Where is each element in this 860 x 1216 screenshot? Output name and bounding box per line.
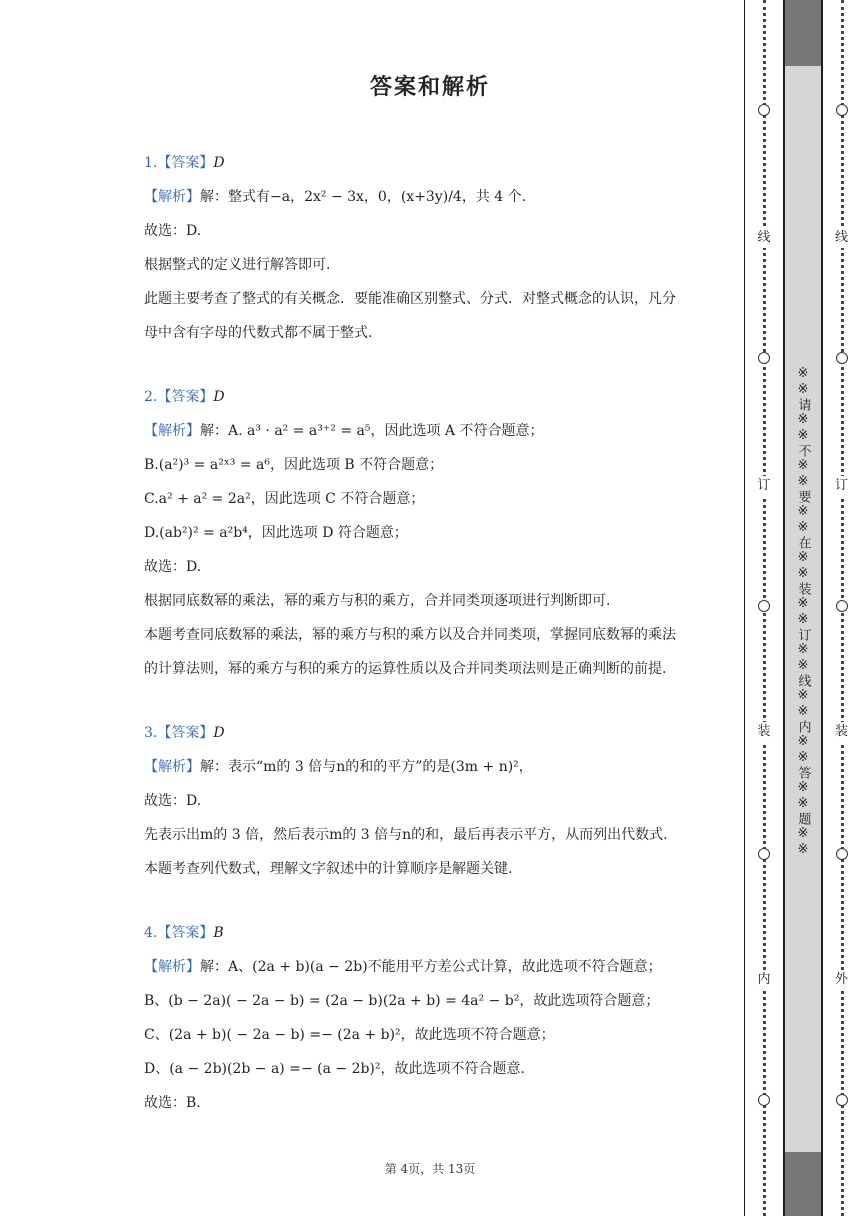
page-title: 答案和解析 [369, 75, 490, 100]
strip-cap-bottom [785, 1152, 821, 1216]
analysis-tag: 【解析】 [144, 759, 200, 775]
answer-tag: 【答案】 [157, 155, 214, 171]
question-2 [144, 380, 724, 686]
text-line: B.(a²)³ = a²ˣ³ = a⁶，因此选项 B 不符合题意； [144, 457, 444, 473]
hole-circle-icon [758, 1094, 770, 1106]
page-footer: 第 4页，共 13页 [384, 1162, 476, 1176]
text-line: D.(ab²)² = a²b⁴，因此选项 D 符合题意； [144, 525, 408, 541]
question-3 [144, 716, 724, 886]
hole-circle-icon [758, 848, 770, 860]
binding-mark-ding: 订 [835, 476, 848, 496]
question-number: 2. [144, 389, 158, 405]
binding-warning-strip [784, 0, 822, 1216]
text-line: 母中含有字母的代数式都不属于整式. [144, 325, 373, 341]
text-line: 本题考查同底数幂的乘法，幂的乘方与积的乘方以及合并同类项，掌握同底数幂的乘法 [144, 627, 676, 643]
hole-circle-icon [758, 600, 770, 612]
text-line: 本题考查列代数式，理解文字叙述中的计算顺序是解题关键. [144, 861, 513, 877]
answer-value: B [213, 925, 224, 941]
hole-circle-icon [758, 104, 770, 116]
answer-value: D [213, 389, 225, 405]
text-line: B、(b − 2a)( − 2a − b) = (2a − b)(2a + b) = 4a² − b²，故此选项符合题意； [144, 993, 660, 1009]
text-line: 根据整式的定义进行解答即可. [144, 257, 331, 273]
text-line: 的计算法则，幂的乘方与积的乘方的运算性质以及合并同类项法则是正确判断的前提. [144, 661, 667, 677]
question-number: 4. [144, 925, 158, 941]
binding-mark-zhuang: 装 [835, 722, 848, 742]
analysis-tag: 【解析】 [144, 189, 200, 205]
answer-line [144, 380, 724, 414]
hole-circle-icon [836, 848, 848, 860]
text-line: 故选：D. [144, 223, 202, 239]
analysis-line [144, 750, 724, 784]
analysis-text: 解：A、(2a + b)(a − 2b)不能用平方差公式计算，故此选项不符合题意； [200, 959, 662, 975]
analysis-tag: 【解析】 [144, 959, 200, 975]
answer-line [144, 716, 724, 750]
text-line: C.a² + a² = 2a²，因此选项 C 不符合题意； [144, 491, 425, 507]
strip-cap-top [785, 0, 821, 66]
text-line: 故选：B. [144, 1095, 201, 1111]
text-line: 故选：D. [144, 559, 202, 575]
binding-mark-xian: 线 [757, 228, 770, 248]
text-line: 此题主要考查了整式的有关概念．要能准确区别整式、分式．对整式概念的认识，凡分 [144, 291, 676, 307]
binding-line-outer [822, 0, 860, 1216]
hole-circle-icon [836, 104, 848, 116]
binding-warning-text: ※※请※※不※※要※※在※※装※※订※※线※※内※※答※※题※※ [795, 366, 811, 858]
question-number: 3. [144, 725, 158, 741]
answer-value: D [213, 725, 225, 741]
analysis-text: 解：A. a³ · a² = a³⁺² = a⁵，因此选项 A 不符合题意； [200, 423, 544, 439]
binding-mark-nei: 内 [757, 970, 770, 990]
question-number: 1. [144, 155, 158, 171]
hole-circle-icon [836, 352, 848, 364]
answer-line [144, 146, 724, 180]
answer-tag: 【答案】 [157, 389, 214, 405]
binding-mark-zhuang: 装 [757, 722, 770, 742]
analysis-text: 解：表示“m的 3 倍与n的和的平方”的是(3m + n)²， [200, 759, 533, 775]
analysis-line [144, 180, 724, 214]
hole-circle-icon [758, 352, 770, 364]
hole-circle-icon [836, 1094, 848, 1106]
binding-line-inner [744, 0, 784, 1216]
text-line: 根据同底数幂的乘法，幂的乘方与积的乘方，合并同类项逐项进行判断即可. [144, 593, 611, 609]
text-line: 故选：D. [144, 793, 202, 809]
answer-line [144, 916, 724, 950]
analysis-tag: 【解析】 [144, 423, 200, 439]
analysis-line [144, 950, 724, 984]
hole-circle-icon [836, 600, 848, 612]
question-1 [144, 146, 724, 350]
binding-mark-wai: 外 [835, 970, 848, 990]
answer-tag: 【答案】 [157, 925, 214, 941]
text-line: D、(a − 2b)(2b − a) =− (a − 2b)²，故此选项不符合题意. [144, 1061, 525, 1077]
binding-mark-ding: 订 [757, 476, 770, 496]
analysis-text: 解：整式有−a，2x² − 3x，0，(x+3y)/4，共 4 个. [200, 189, 527, 205]
answer-content [144, 146, 724, 1150]
text-line: C、(2a + b)( − 2a − b) =− (2a + b)²，故此选项不符合题意； [144, 1027, 555, 1043]
answer-tag: 【答案】 [157, 725, 214, 741]
answer-value: D [213, 155, 225, 171]
binding-mark-xian: 线 [835, 228, 848, 248]
text-line: 先表示出m的 3 倍，然后表示m的 3 倍与n的和，最后再表示平方，从而列出代数式. [144, 827, 668, 843]
analysis-line [144, 414, 724, 448]
question-4 [144, 916, 724, 1120]
